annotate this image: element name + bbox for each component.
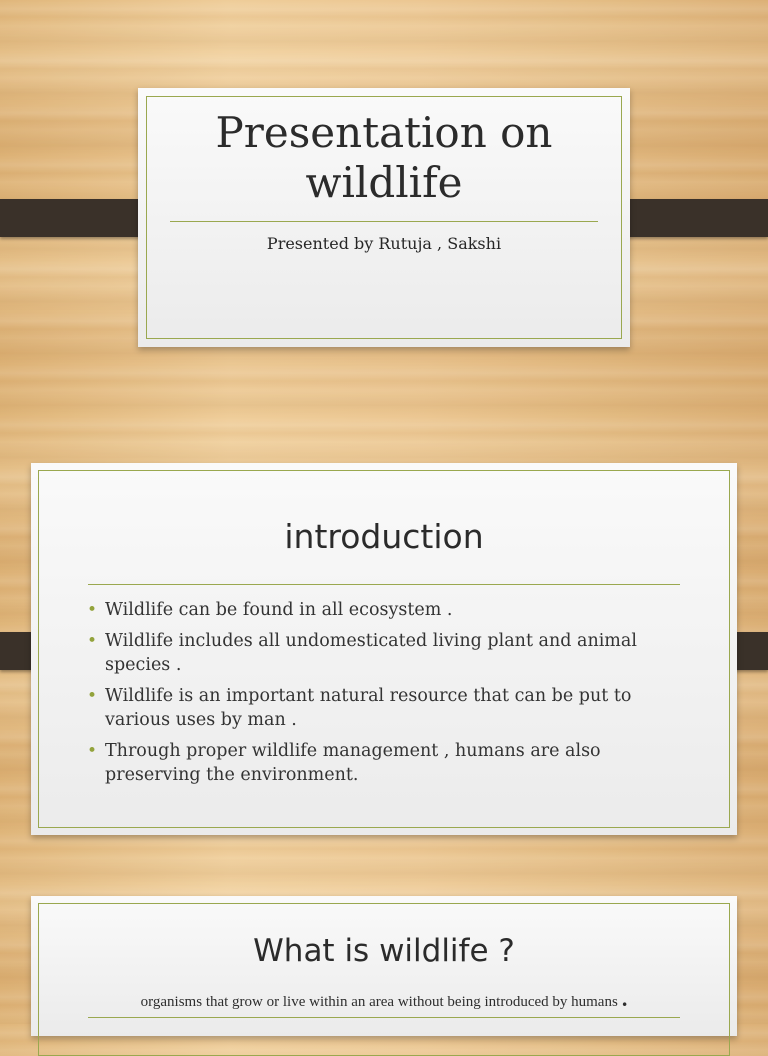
slide-title[interactable] [138,88,630,347]
bullet-item [87,629,677,677]
slide-1-strap-left [0,199,156,237]
presentation-subtitle: Presented by Rutuja , Sakshi [266,234,502,253]
title-divider [170,221,598,222]
bullet-icon: • [87,686,98,706]
slide-1-strap-right [612,199,768,237]
slide-frame [38,903,730,1056]
introduction-heading: introduction [284,517,484,556]
slide-introduction[interactable] [31,463,737,835]
bullet-item [87,739,677,787]
slide-what-is-wildlife[interactable] [31,896,737,1036]
what-is-wildlife-heading: What is wildlife ? [253,933,515,969]
bullet-icon: • [87,600,98,620]
presentation-title: Presentation on wildlife [215,108,553,207]
bullet-item [87,598,677,622]
introduction-bullet-list [87,598,677,794]
bullet-text: Wildlife can be found in all ecosystem . [105,600,453,620]
bullet-icon: • [87,631,98,651]
bullet-text: Wildlife includes all undomesticated living plant and animal species . [105,631,637,675]
bullet-icon: • [87,741,98,761]
bullet-item [87,684,677,732]
definition-divider [88,1017,680,1018]
wildlife-definition [31,986,737,1012]
bullet-text: Through proper wildlife management , humans are also preserving the environment. [105,741,601,785]
definition-text: organisms that grow or live within an area without being introduced by humans [140,994,618,1010]
introduction-divider [88,584,680,585]
bullet-text: Wildlife is an important natural resource that can be put to various uses by man . [105,686,632,730]
definition-period: . [621,986,628,1011]
